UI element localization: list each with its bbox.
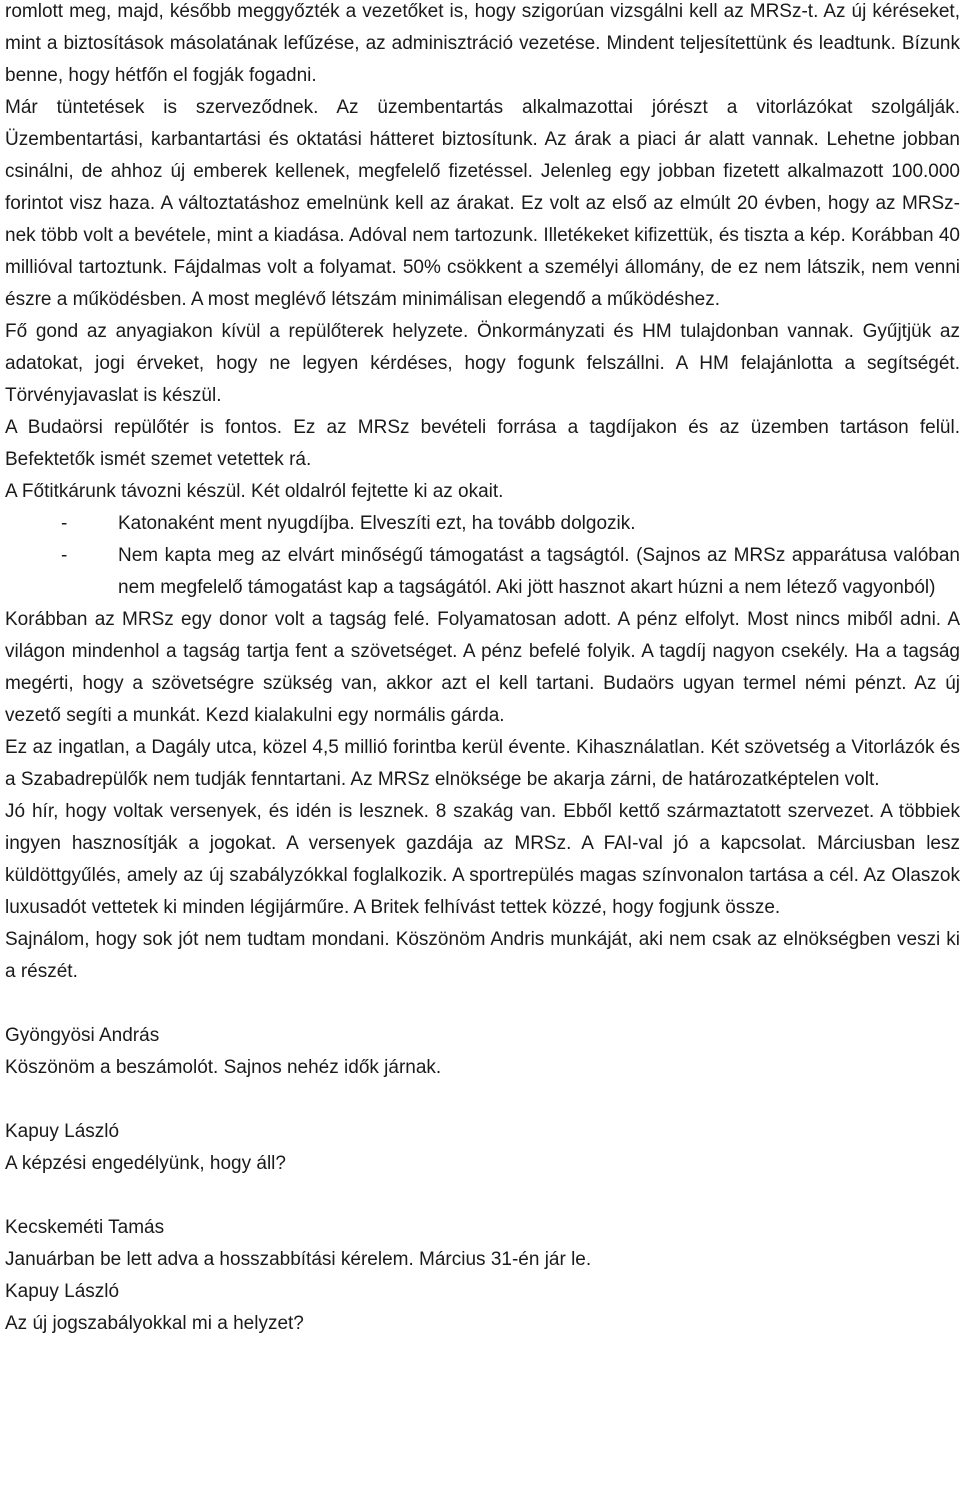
bullet-dash: - bbox=[61, 513, 68, 534]
paragraph-airfields: Fő gond az anyagiakon kívül a repülőterek helyzete. Önkormányzati és HM tulajdonban vannak. Gyűjtjük az adatokat, jogi érveket, hogy ne legyen kérdéses, hogy fogunk felszállni. A HM felajánlotta a segítségét. Törvényjavaslat is készül. bbox=[5, 321, 960, 406]
paragraph-donor: Korábban az MRSz egy donor volt a tagság felé. Folyamatosan adott. A pénz elfolyt. Most nincs miből adni. A világon mindenhol a tagság tartja fent a szövetséget. A pénz befelé folyik. A tagdíj nagyon csekély. Ha a tagság megérti, hogy a szövetségre szükség van, akkor azt el kell tartani. Budaörs ugyan termel némi pénzt. Az új vezető segíti a munkát. Kezd kialakulni egy normális gárda. bbox=[5, 609, 960, 726]
spacer bbox=[5, 988, 960, 1020]
spacer bbox=[5, 1180, 960, 1212]
speaker-remark: Az új jogszabályokkal mi a helyzet? bbox=[5, 1313, 304, 1334]
bullet-item bbox=[5, 540, 960, 604]
bullet-dash: - bbox=[61, 545, 68, 566]
speaker-remark: Köszönöm a beszámolót. Sajnos nehéz idők járnak. bbox=[5, 1057, 442, 1078]
paragraph-secretary: A Főtitkárunk távozni készül. Két oldalról fejtette ki az okait. bbox=[5, 481, 504, 502]
paragraph-operations: Már tüntetések is szerveződnek. Az üzembentartás alkalmazottai jórészt a vitorlázókat szolgálják. Üzembentartási, karbantartási és oktatási hátteret biztosítunk. Az árak a piaci ár alatt vannak. Lehetne jobban csinálni, de ahhoz új emberek kellenek, megfelelő fizetéssel. Jelenleg egy jobban fizetett alkalmazott 100.000 forintot visz haza. A változtatáshoz emelnünk kell az árakat. Ez volt az első az elmúlt 20 évben, hogy az MRSz-nek több volt a bevétele, mint a kiadása. Adóval nem tartozunk. Illetékeket kifizettük, és tiszta a kép. Korábban 40 millióval tartoztunk. Fájdalmas volt a folyamat. 50% csökkent a személyi állomány, de ez nem látszik, nem venni észre a működésben. A most meglévő létszám minimálisan elegendő a működéshez. bbox=[5, 97, 960, 310]
bullet-text: Katonaként ment nyugdíjba. Elveszíti ezt, ha tovább dolgozik. bbox=[118, 513, 636, 534]
speaker-remark: A képzési engedélyünk, hogy áll? bbox=[5, 1153, 286, 1174]
bullet-text: Nem kapta meg az elvárt minőségű támogatást a tagságtól. (Sajnos az MRSz apparátusa valóban nem megfelelő támogatást kap a tagságától. Aki jött hasznot akart húzni a nem létező vagyonból) bbox=[118, 545, 960, 598]
paragraph-audit: romlott meg, majd, később meggyőzték a vezetőket is, hogy szigorúan vizsgálni kell az MRSz-t. Az új kéréseket, mint a biztosítások másolatának lefűzése, az adminisztráció vezetése. Mindent teljesítettünk és leadtunk. Bízunk benne, hogy hétfőn el fogják fogadni. bbox=[5, 1, 960, 86]
paragraph-property: Ez az ingatlan, a Dagály utca, közel 4,5 millió forintba kerül évente. Kihasználatlan. Két szövetség a Vitorlázók és a Szabadrepülők nem tudják fenntartani. Az MRSz elnöksége be akarja zárni, de határozatképtelen volt. bbox=[5, 737, 960, 790]
paragraph-closing: Sajnálom, hogy sok jót nem tudtam mondani. Köszönöm Andris munkáját, aki nem csak az elnökségben veszi ki a részét. bbox=[5, 929, 960, 982]
paragraph-budaors: A Budaörsi repülőtér is fontos. Ez az MRSz bevételi forrása a tagdíjakon és az üzemben tartáson felül. Befektetők ismét szemet vetettek rá. bbox=[5, 417, 960, 470]
spacer bbox=[5, 1084, 960, 1116]
speaker-name: Kapuy László bbox=[5, 1121, 120, 1142]
speaker-name: Kecskeméti Tamás bbox=[5, 1217, 165, 1238]
bullet-item bbox=[5, 508, 960, 540]
speaker-remark: Januárban be lett adva a hosszabbítási kérelem. Március 31-én jár le. bbox=[5, 1249, 592, 1270]
paragraph-competitions: Jó hír, hogy voltak versenyek, és idén is lesznek. 8 szakág van. Ebből kettő származtatott szervezet. A többiek ingyen hasznosítják a jogokat. A versenyek gazdája az MRSz. A FAI-val jó a kapcsolat. Márciusban lesz küldöttgyűlés, amely az új szabályzókkal foglalkozik. A sportrepülés magas színvonalon tartása a cél. Az Olaszok luxusadót vettetek ki minden légijárműre. A Britek felhívást tettek közzé, hogy fogjunk össze. bbox=[5, 801, 960, 918]
speaker-name: Gyöngyösi András bbox=[5, 1025, 160, 1046]
speaker-name: Kapuy László bbox=[5, 1281, 120, 1302]
